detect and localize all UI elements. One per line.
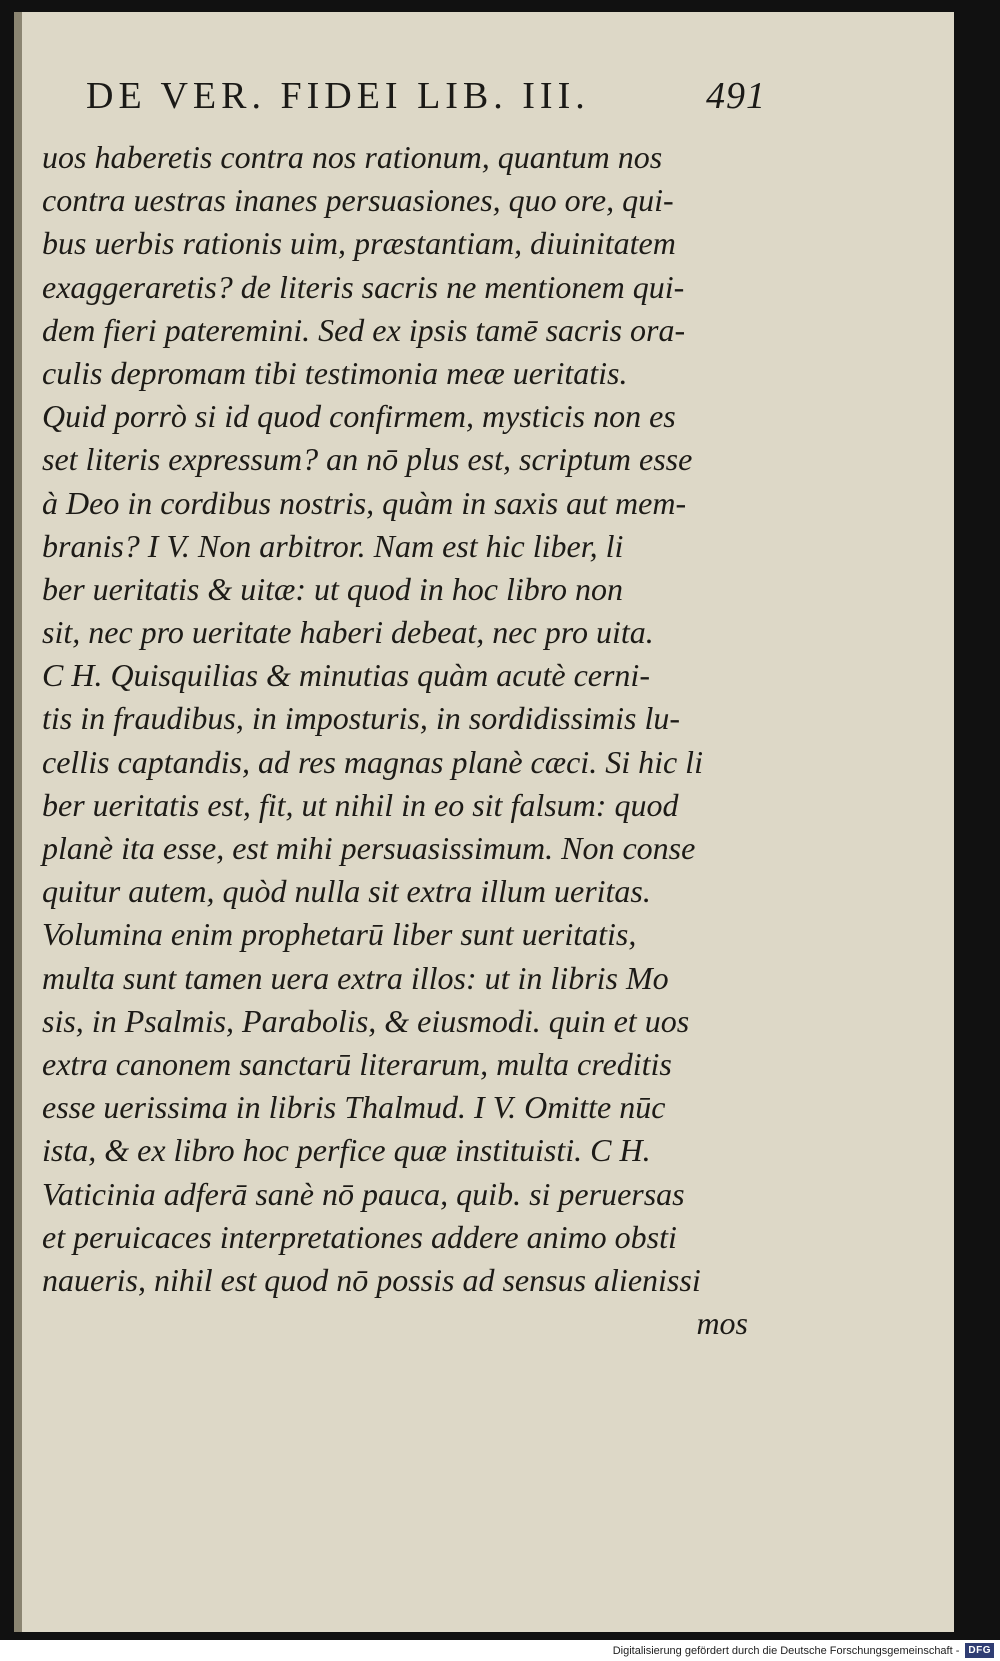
text-line: ber ueritatis est, fit, ut nihil in eo sit falsum: quod — [42, 786, 679, 823]
text-line: à Deo in cordibus nostris, quàm in saxis aut mem- — [42, 484, 687, 521]
digitization-footer — [0, 1640, 1000, 1661]
body-text — [42, 136, 762, 1345]
page-gutter-shadow — [14, 12, 22, 1632]
text-line: cellis captandis, ad res magnas planè cæci. Si hic li — [42, 743, 703, 780]
text-line: ista, & ex libro hoc perfice quæ instituisti. C H. — [42, 1132, 651, 1169]
text-line: culis depromam tibi testimonia meæ ueritatis. — [42, 354, 628, 391]
text-line: extra canonem sanctarū literarum, multa creditis — [42, 1045, 672, 1082]
text-line: bus uerbis rationis uim, præstantiam, diuinitatem — [42, 225, 676, 262]
text-line: ber ueritatis & uitæ: ut quod in hoc libro non — [42, 570, 624, 607]
text-line: quitur autem, quòd nulla sit extra illum ueritas. — [42, 873, 651, 910]
footer-credit: Digitalisierung gefördert durch die Deutsche Forschungsgemeinschaft - — [612, 1644, 960, 1657]
text-line: uos haberetis contra nos rationum, quantum nos — [42, 139, 663, 175]
text-line: branis? I V. Non arbitror. Nam est hic liber, li — [42, 527, 624, 564]
catchword: mos — [696, 1305, 748, 1342]
text-line: esse uerissima in libris Thalmud. I V. Omitte nūc — [42, 1089, 666, 1126]
dfg-logo-icon: DFG — [965, 1643, 994, 1658]
text-line: multa sunt tamen uera extra illos: ut in libris Mo — [42, 959, 669, 996]
running-title: DE VER. FIDEI LIB. III. — [86, 75, 590, 117]
page-number: 491 — [706, 75, 766, 117]
text-line: sit, nec pro ueritate haberi debeat, nec pro uita. — [42, 614, 654, 651]
text-line: naueris, nihil est quod nō possis ad sensus alienissi — [42, 1261, 701, 1298]
text-line: set literis expressum? an nō plus est, scriptum esse — [42, 441, 693, 478]
text-line: planè ita esse, est mihi persuasissimum. Non conse — [42, 830, 696, 866]
text-line: Volumina enim prophetarū liber sunt ueritatis, — [42, 916, 637, 953]
text-line: tis in fraudibus, in imposturis, in sordidissimis lu- — [42, 700, 681, 737]
text-line: Quid porrò si id quod confirmem, mysticis non es — [42, 398, 676, 435]
text-line: contra uestras inanes persuasiones, quo ore, qui- — [42, 182, 674, 219]
text-line: exaggeraretis? de literis sacris ne mentionem qui- — [42, 268, 685, 305]
book-page — [14, 12, 954, 1632]
text-line: Vaticinia adferā sanè nō pauca, quib. si peruersas — [42, 1175, 685, 1212]
text-line: et peruicaces interpretationes addere animo obsti — [42, 1218, 677, 1255]
text-line: dem fieri pateremini. Sed ex ipsis tamē sacris ora- — [42, 311, 686, 348]
running-header — [86, 74, 766, 124]
text-line: sis, in Psalmis, Parabolis, & eiusmodi. quin et uos — [42, 1002, 690, 1039]
text-line: C H. Quisquilias & minutias quàm acutè cerni- — [42, 657, 650, 694]
